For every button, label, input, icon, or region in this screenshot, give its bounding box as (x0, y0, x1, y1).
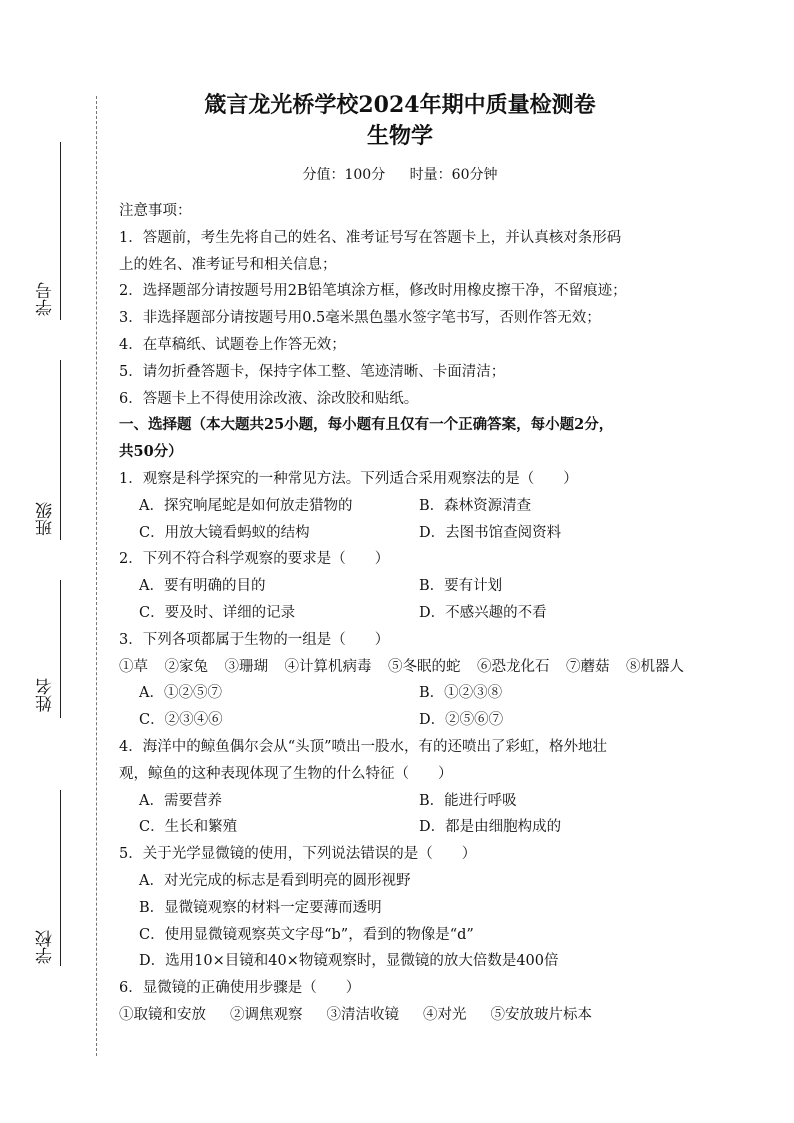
option-c: C．②③④⑥ (139, 712, 223, 729)
option-row (119, 814, 684, 841)
option-a: A．①②⑤⑦ (139, 685, 222, 702)
option-row (119, 707, 684, 734)
question-stem: 4．海洋中的鲸鱼偶尔会从“头顶”喷出一股水，有的还喷出了彩虹，格外地壮 (119, 738, 608, 755)
item: ⑥恐龙化石 (477, 658, 550, 675)
class-line (60, 360, 61, 540)
question-stem: 2．下列不符合科学观察的要求是（ ） (119, 551, 390, 568)
option-c: C．生长和繁殖 (139, 819, 238, 836)
option-d: D．②⑤⑥⑦ (419, 712, 504, 729)
question-stem: 3．下列各项都属于生物的一组是（ ） (119, 631, 390, 648)
section-heading-cont: 共50分） (119, 443, 183, 461)
option-d: D．不感兴趣的不看 (419, 604, 547, 621)
question-stem: 1．观察是科学探究的一种常见方法。下列适合采用观察法的是（ ） (119, 470, 578, 487)
name-line (60, 580, 61, 718)
notice-item: 3．非选择题部分请按题号用0.5毫米黑色墨水签字笔书写，否则作答无效； (119, 310, 601, 327)
option-b: B．①②③⑧ (419, 685, 503, 702)
option-b: B．显微镜观察的材料一定要薄而透明 (139, 899, 382, 916)
option-a: A．要有明确的目的 (139, 578, 266, 595)
item-list (119, 1002, 684, 1029)
notice-item: 1．答题前，考生先将自己的姓名、准考证号写在答题卡上，并认真核对条形码 (119, 229, 622, 246)
option-a: A．对光完成的标志是看到明亮的圆形视野 (139, 872, 411, 889)
option-row (119, 573, 684, 600)
option-c: C．使用显微镜观察英文字母“b”，看到的物像是“d” (139, 926, 474, 943)
notice-item: 5．请勿折叠答题卡，保持字体工整、笔迹清晰、卡面清洁； (119, 363, 506, 380)
option-a: A．探究响尾蛇是如何放走猎物的 (139, 497, 353, 514)
item: ④对光 (423, 1006, 467, 1023)
item: ⑦蘑菇 (566, 658, 610, 675)
exam-content (119, 198, 684, 1029)
option-d: D．去图书馆查阅资料 (419, 524, 562, 541)
option-d: D．都是由细胞构成的 (419, 819, 562, 836)
class-label: 班级 (36, 502, 56, 536)
section-heading: 一、选择题（本大题共25小题，每小题有且仅有一个正确答案，每小题2分， (119, 416, 614, 434)
option-b: B．能进行呼吸 (419, 792, 517, 809)
school-line (60, 790, 61, 966)
item: ⑧机器人 (626, 658, 684, 675)
item-list (119, 654, 684, 681)
item: ④计算机病毒 (284, 658, 372, 675)
binding-dashed-line (96, 96, 97, 1056)
option-a: A．需要营养 (139, 792, 222, 809)
notice-item: 上的姓名、准考证号和相关信息； (119, 256, 337, 273)
option-row (119, 520, 684, 547)
exam-subject: 生物学 (366, 123, 433, 149)
option-b: B．森林资源清查 (419, 497, 532, 514)
question-stem: 5．关于光学显微镜的使用，下列说法错误的是（ ） (119, 846, 477, 863)
option-b: B．要有计划 (419, 578, 503, 595)
notice-heading: 注意事项： (119, 203, 192, 219)
item: ③珊瑚 (224, 658, 268, 675)
option-row (119, 600, 684, 627)
name-label: 姓名 (36, 678, 56, 712)
school-label: 学校 (36, 930, 56, 964)
notice-item: 2．选择题部分请按题号用2B铅笔填涂方框，修改时用橡皮擦干净，不留痕迹； (119, 283, 627, 300)
exam-title: 箴言龙光桥学校2024年期中质量检测卷 (204, 92, 596, 118)
option-c: C．用放大镜看蚂蚁的结构 (139, 524, 310, 541)
notice-item: 6．答题卡上不得使用涂改液、涂改胶和贴纸。 (119, 390, 419, 407)
student-id-line (60, 142, 61, 320)
question-stem: 6．显微镜的正确使用步骤是（ ） (119, 980, 361, 997)
student-id-label: 学号 (36, 282, 56, 316)
option-c: C．要及时、详细的记录 (139, 604, 296, 621)
question-stem-cont: 观，鲸鱼的这种表现体现了生物的什么特征（ ） (119, 765, 453, 782)
score-value: 分值：100分 (302, 167, 386, 183)
item: ②家兔 (164, 658, 208, 675)
score-time-line (120, 164, 680, 184)
item: ①草 (119, 658, 148, 675)
option-row (119, 680, 684, 707)
option-row (119, 493, 684, 520)
item: ①取镜和安放 (119, 1006, 206, 1023)
time-value: 时量：60分钟 (409, 167, 498, 183)
item: ②调焦观察 (230, 1006, 303, 1023)
item: ⑤安放玻片标本 (490, 1006, 592, 1023)
item: ③清洁收镜 (326, 1006, 399, 1023)
notice-item: 4．在草稿纸、试题卷上作答无效； (119, 336, 346, 353)
option-d: D．选用10×目镜和40×物镜观察时，显微镜的放大倍数是400倍 (139, 953, 559, 970)
item: ⑤冬眠的蛇 (388, 658, 461, 675)
option-row (119, 788, 684, 815)
